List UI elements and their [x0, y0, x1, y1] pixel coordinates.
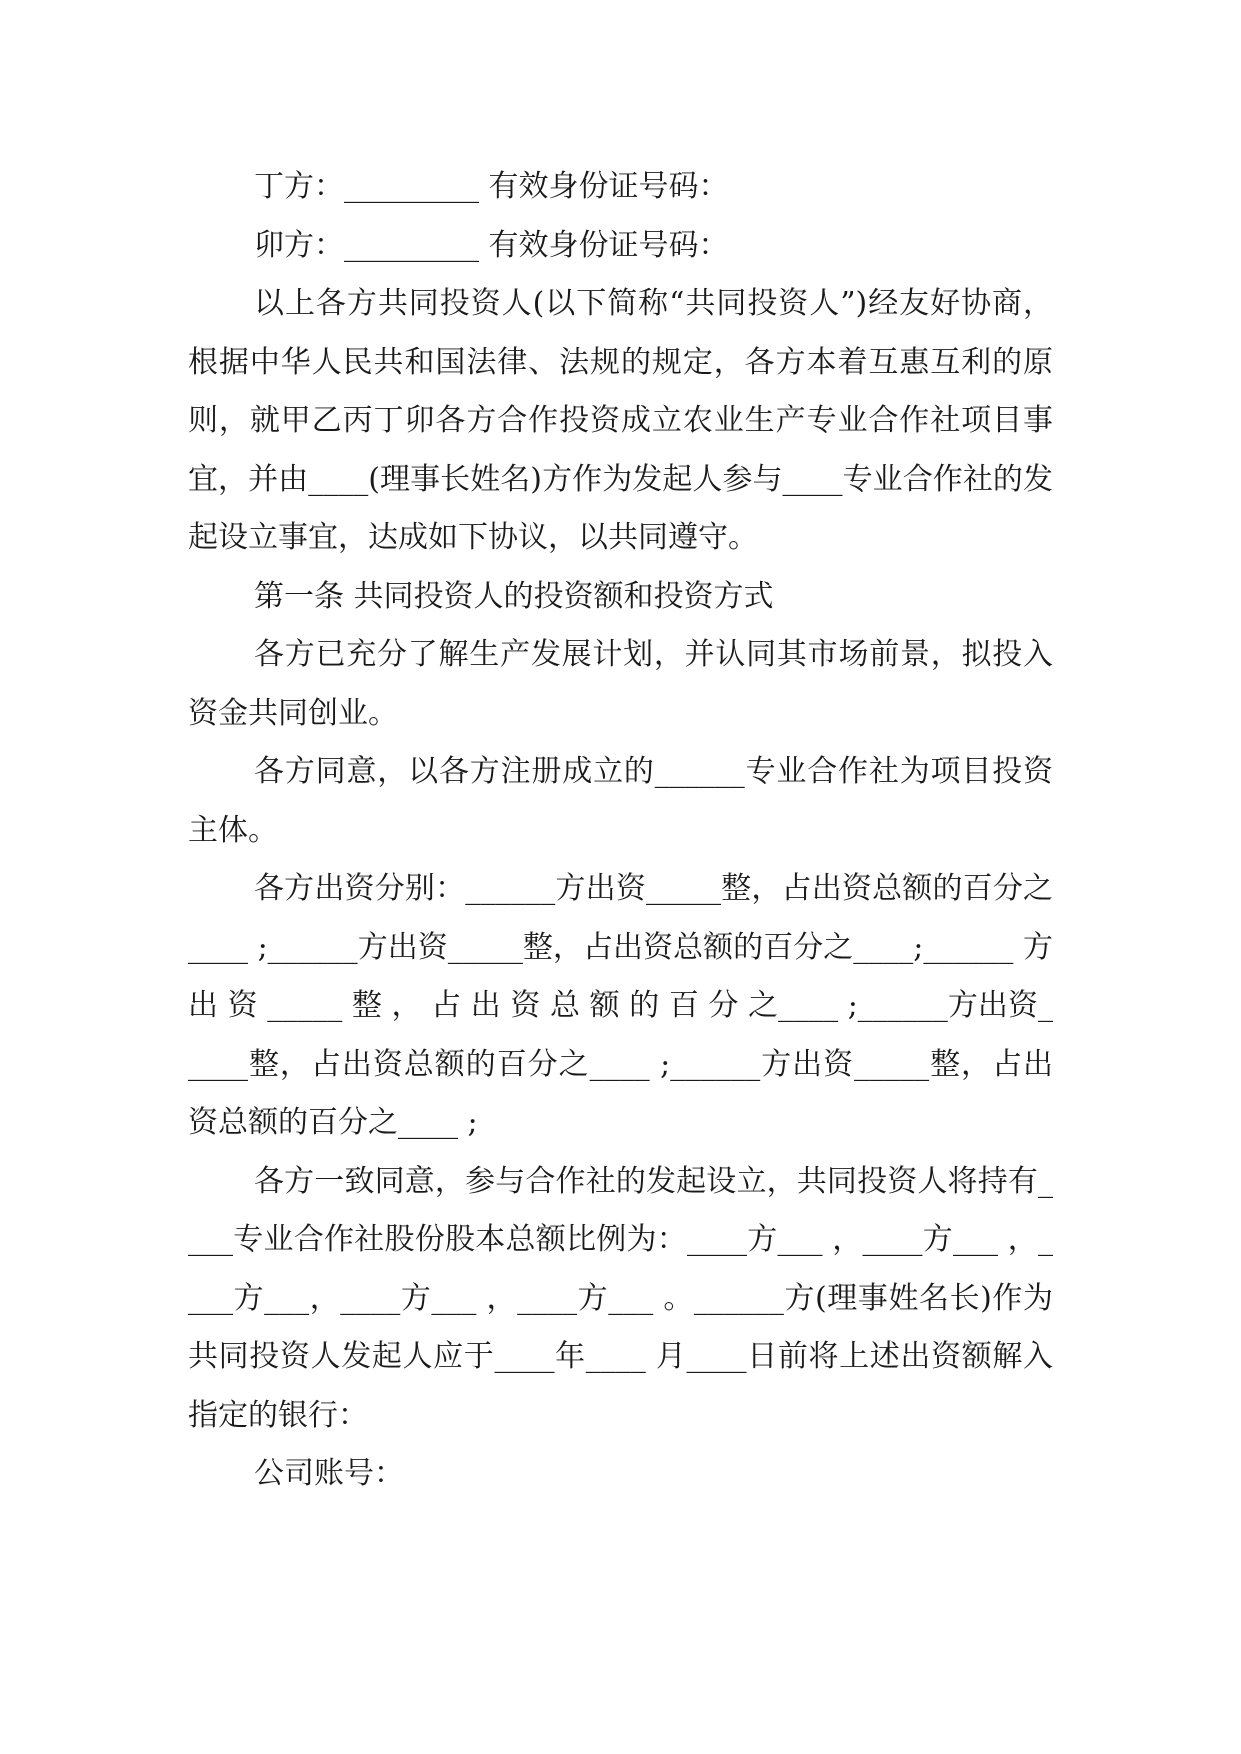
article-one-heading: 第一条 共同投资人的投资额和投资方式 — [254, 578, 774, 614]
preamble-paragraph: 以上各方共同投资人(以下简称“共同投资人”)经友好协商，根据中华人民共和国法律、法规的规定，各方本着互惠互利的原则，就甲乙丙丁卯各方合作投资成立农业生产专业合作社项目事宜，并由____(理事长姓名)方作为发起人参与____专业合作社的发起设立事宜，达成如下协议，以共同遵守。 — [188, 286, 1053, 555]
company-account-line: 公司账号： — [254, 1456, 404, 1491]
party-d-line: 丁方：_________ 有效身份证号码： — [254, 169, 729, 204]
contribution-paragraph: 各方出资分别：______方出资_____整，占出资总额的百分之____ ;______方出资_____整，占出资总额的百分之____;______ 方 出 资 _____ 整 ， 占 出 资 总 额 的 百 分 之____ ;______方出资_____整，占出资总额的百分之____ ;______方出资_____整，占出资总额的百分之____ ; — [188, 871, 1053, 1140]
document-page — [188, 158, 1053, 1504]
party-mao-line: 卯方：_________ 有效身份证号码： — [254, 227, 729, 263]
shareholding-paragraph: 各方一致同意，参与合作社的发起设立，共同投资人将持有____专业合作社股份股本总额比例为：____方___ ，____方___ ，____方___，____方___ ，____方___ 。______方(理事姓名长)作为共同投资人发起人应于____年____ 月____日前将上述出资额解入指定的银行： — [188, 1163, 1053, 1433]
understanding-paragraph: 各方已充分了解生产发展计划，并认同其市场前景，拟投入资金共同创业。 — [188, 637, 1053, 731]
investment-subject-paragraph: 各方同意，以各方注册成立的______专业合作社为项目投资主体。 — [188, 754, 1053, 848]
